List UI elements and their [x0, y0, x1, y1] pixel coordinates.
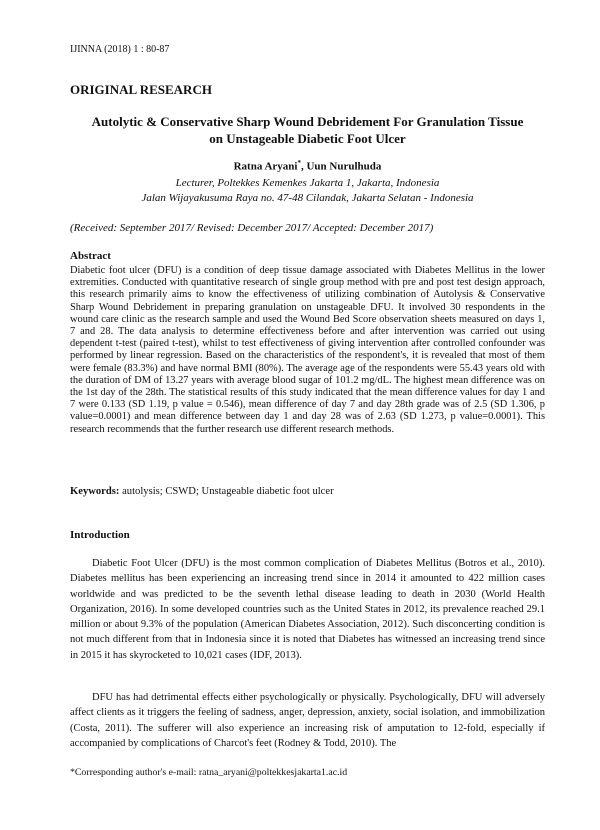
- affiliation-line-2: Jalan Wijayakusuma Raya no. 47-48 Cilandak, Jakarta Selatan - Indonesia: [141, 192, 474, 204]
- corresponding-author-footnote: *Corresponding author's e-mail: ratna_aryani@poltekkesjakarta1.ac.id: [70, 767, 348, 778]
- corresponding-mark: *: [297, 159, 301, 167]
- keywords: [70, 486, 334, 497]
- affiliation-line-1: Lecturer, Poltekkes Kemenkes Jakarta 1, Jakarta, Indonesia: [175, 177, 440, 189]
- received-dates: (Received: September 2017/ Revised: December 2017/ Accepted: December 2017): [70, 222, 434, 234]
- keywords-text: autolysis; CSWD; Unstageable diabetic foot ulcer: [119, 486, 334, 497]
- author-2: Uun Nurulhuda: [306, 160, 382, 173]
- paper-title-line-1: Autolytic & Conservative Sharp Wound Debridement For Granulation Tissue: [91, 114, 524, 129]
- author-separator: ,: [300, 160, 307, 173]
- keywords-label: Keywords:: [70, 486, 120, 497]
- author-1: Ratna Aryani: [233, 160, 298, 173]
- journal-header: IJINNA (2018) 1 : 80-87: [70, 44, 170, 55]
- abstract-heading: Abstract: [70, 250, 111, 262]
- introduction-heading: Introduction: [70, 529, 130, 541]
- abstract-text: Diabetic foot ulcer (DFU) is a condition of deep tissue damage associated with Diabetes Mellitus in the lower extremities. Conducted with quantitative research of single group method with pre and post test design approach, this research primarily aims to know the effectiveness of utilizing combination of Autolysis & Conservative Sharp Wound Debridement in preparing granulation on unstageable DFU. It involved 30 respondents in the wound care clinic as the research sample and used the Wound Bed Score observation sheets measured on days 1, 7 and 28. The data analysis to determine effectiveness before and after intervention was carried out using dependent t-test (paired t-test), whilst to test effectiveness of giving intervention after controlled confounder was performed by linear regression. Based on the characteristics of the respondent's, it is revealed that most of them were female (83.3%) and have normal BMI (80%). The average age of the respondents were 55.43 years old with the duration of DM of 13.27 years with average blood sugar of 101.2 mg/dL. The highest mean difference was on the 1st day of the 28th. The statistical results of this study indicated that the mean difference values for day 1 and 7 were 0.133 (SD 1.19, p value = 0.546), mean difference of day 7 and day 28th grade was of 2.5 (SD 1.306, p value=0.0001) and mean difference between day 1 and day 28 was of 2.63 (SD 1.273, p value=0.0001). This research recommends that the further research use different research methods.: [70, 265, 545, 435]
- introduction-paragraph-1: Diabetic Foot Ulcer (DFU) is the most common complication of Diabetes Mellitus (Botros et al., 2010). Diabetes mellitus has been experiencing an increasing trend since in 2014 it amounted to 422 million cases worldwide and was predicted to be the seventh lethal disease leading to death in 2030 (World Health Organization, 2016). In some developed countries such as the United States in 2012, its prevalence reached 29.1 million or about 9.3% of the population (American Diabetes Association, 2012). Such disconcerting condition is not much different from that in Indonesia since it is noted that Diabetes has witnessed an increasing trend since in 2015 it has skyrocketed to 10,021 cases (IDF, 2013).: [70, 558, 545, 661]
- section-label: ORIGINAL RESEARCH: [70, 82, 212, 97]
- authors: [70, 159, 545, 173]
- introduction-paragraph-2: DFU has had detrimental effects either psychologically or physically. Psychologically, DFU will adversely affect clients as it triggers the feeling of sadness, anger, depression, anxiety, social isolation, and immobilization (Costa, 2011). The sufferer will also experience an increasing risk of amputation to 12-fold, especially if accompanied by complications of Charcot's feet (Rodney & Todd, 2010). The: [70, 692, 545, 749]
- paper-title-line-2: on Unstageable Diabetic Foot Ulcer: [209, 131, 406, 146]
